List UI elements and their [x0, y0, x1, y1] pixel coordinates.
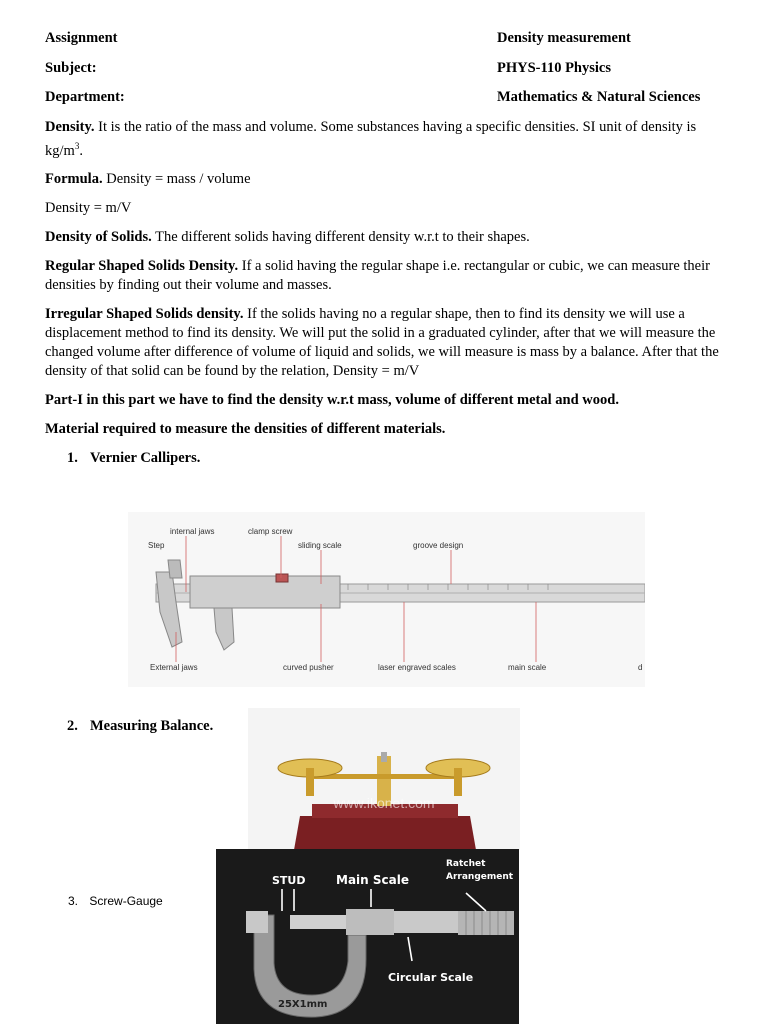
list-number: 2. — [67, 718, 78, 734]
caliper-label: sliding scale — [298, 541, 342, 550]
list-label: Measuring Balance. — [90, 718, 214, 734]
gauge-label: Ratchet — [446, 859, 486, 869]
irregular-term: Irregular Shaped Solids density. — [45, 306, 244, 323]
formula2-paragraph: Density = m/V — [45, 200, 132, 217]
screw-gauge-image — [216, 849, 519, 1024]
gauge-label: Arrangement — [446, 872, 514, 882]
caliper-label: External jaws — [150, 663, 198, 672]
document-page — [45, 28, 735, 468]
density-paragraph — [45, 118, 735, 161]
caliper-label: groove design — [413, 541, 464, 550]
caliper-label: d — [638, 663, 643, 672]
regular-term: Regular Shaped Solids Density. — [45, 258, 239, 275]
formula-term: Formula. — [45, 171, 103, 188]
material-paragraph — [45, 420, 735, 439]
list-item-screw-gauge — [68, 893, 163, 909]
list-item-vernier — [45, 449, 735, 468]
list-number: 1. — [67, 450, 78, 467]
caliper-label: laser engraved scales — [378, 663, 456, 672]
solids-text: The different solids having different density w.r.t to their shapes. — [151, 229, 530, 246]
header-row-subject — [45, 58, 735, 88]
gauge-label: STUD — [272, 874, 306, 887]
vernier-caliper-image — [128, 512, 645, 687]
header-value: Mathematics & Natural Sciences — [497, 89, 701, 105]
list-label: Vernier Callipers. — [90, 450, 201, 467]
irregular-paragraph — [45, 305, 735, 381]
list-number: 3. — [68, 894, 79, 908]
balance-watermark: www.ikonet.com — [333, 795, 435, 811]
gauge-label: Main Scale — [336, 873, 409, 887]
measuring-balance-image — [248, 708, 520, 850]
material-text: Material required to measure the densities of different materials. — [45, 421, 446, 438]
caliper-label: Step — [148, 541, 165, 550]
density-sup: 3 — [74, 140, 80, 151]
caliper-label: curved pusher — [283, 663, 334, 672]
caliper-label: clamp screw — [248, 527, 293, 536]
gauge-label: Circular Scale — [388, 971, 474, 984]
header-row-assignment — [45, 28, 735, 58]
header-label: Assignment — [45, 30, 118, 46]
header-value: Density measurement — [497, 30, 631, 46]
regular-paragraph — [45, 257, 735, 295]
solids-paragraph — [45, 228, 735, 247]
density-term: Density. — [45, 118, 95, 135]
density-tail: . — [79, 142, 83, 159]
formula-text: Density = mass / volume — [102, 171, 251, 188]
header-value: PHYS-110 Physics — [497, 59, 611, 76]
caliper-label: main scale — [508, 663, 547, 672]
header-row-department — [45, 87, 735, 117]
density-text: It is the ratio of the mass and volume. Some substances having a specific densities. SI unit of density is kg/m — [45, 118, 697, 159]
formula-paragraph — [45, 170, 735, 189]
irregular-text: If the solids having no a regular shape, then to find its density we will use a displacement method to find its density. We will put the solid in a graduated cylinder, after that we will measure the changed volume after difference of volume of liquid and solids, we will measure is mass by a balance. After that the density of that solid can be found by the relation, Density = m/V — [45, 306, 719, 380]
caliper-label: internal jaws — [170, 527, 215, 536]
header-label: Department: — [45, 89, 125, 105]
part1-paragraph — [45, 391, 735, 410]
part1-text: Part-I in this part we have to find the density w.r.t mass, volume of different metal and wood. — [45, 392, 619, 409]
list-label: Screw-Gauge — [89, 894, 163, 908]
gauge-label: 25X1mm — [278, 999, 328, 1010]
solids-term: Density of Solids. — [45, 229, 152, 246]
header-label: Subject: — [45, 59, 97, 76]
regular-text: If a solid having the regular shape i.e. rectangular or cubic, we can measure their densities by finding out their volume and masses. — [45, 258, 710, 294]
